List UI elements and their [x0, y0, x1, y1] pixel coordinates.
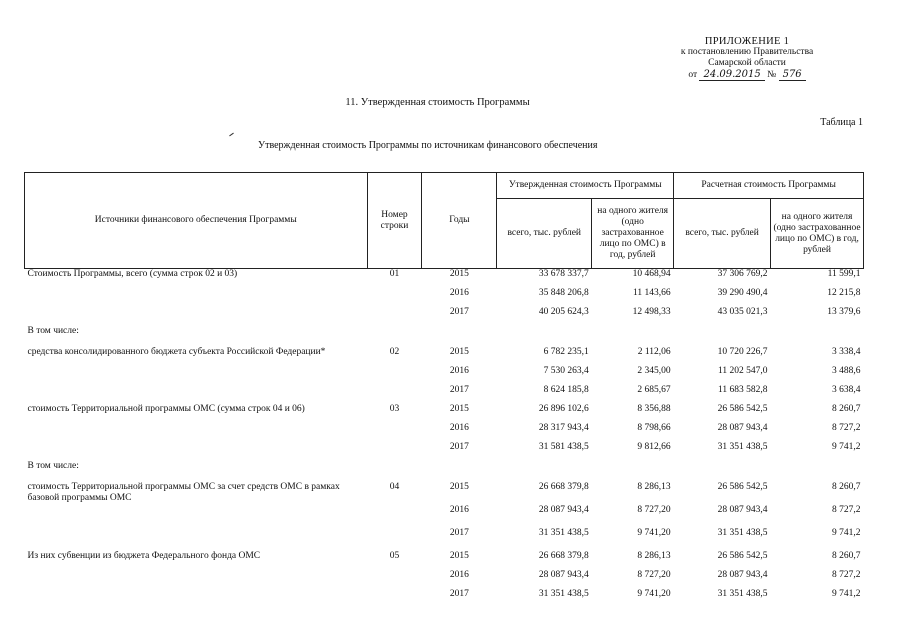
handwritten-date: 24.09.2015 — [699, 69, 764, 81]
row-calculated-total — [674, 461, 771, 482]
section-title — [0, 97, 905, 108]
number-prefix: № — [767, 70, 777, 80]
row-year — [422, 461, 497, 482]
row-approved-total: 26 896 102,6 — [538, 403, 589, 414]
header-calculated-per-capita: на одного жителя (одно застрахованное лицо по ОМС) в год, рублей — [771, 199, 864, 269]
row-label: Из них субвенции из бюджета Федерального фонда ОМС — [27, 550, 261, 561]
table-row — [25, 461, 864, 482]
row-calculated-per-capita: 8 727,2 — [832, 422, 861, 433]
row-label — [25, 528, 368, 551]
row-label — [25, 423, 368, 442]
row-calculated-per-capita: 8 260,7 — [832, 550, 861, 561]
row-label: В том числе: — [27, 460, 79, 471]
table-row — [25, 528, 864, 551]
row-year: 2016 — [449, 422, 469, 433]
row-approved-per-capita: 9 741,20 — [637, 527, 671, 538]
row-approved-per-capita: 9 741,20 — [637, 588, 671, 599]
row-year: 2016 — [449, 287, 469, 298]
row-line-number — [367, 385, 422, 404]
row-calculated-total: 31 351 438,5 — [717, 441, 768, 452]
row-line-number — [367, 366, 422, 385]
row-year: 2015 — [449, 346, 469, 357]
scan-speck — [229, 133, 234, 137]
row-label: средства консолидированного бюджета субъекта Российской Федерации* — [27, 346, 326, 357]
row-year: 2016 — [449, 365, 469, 376]
row-approved-per-capita: 2 685,67 — [637, 384, 671, 395]
row-label: стоимость Территориальной программы ОМС за счет средств ОМС в рамках базовой программы ОМС — [27, 481, 340, 503]
row-calculated-per-capita: 8 260,7 — [832, 481, 861, 492]
row-approved-total: 7 530 263,4 — [543, 365, 589, 376]
row-line-number: 04 — [389, 481, 400, 492]
row-approved-per-capita: 12 498,33 — [632, 306, 671, 317]
row-year — [422, 326, 497, 347]
row-approved-total: 28 087 943,4 — [538, 569, 589, 580]
row-label — [25, 570, 368, 589]
row-line-number: 02 — [389, 346, 400, 357]
table-title: Утвержденная стоимость Программы по источникам финансового обеспечения — [258, 140, 598, 151]
table-label: Таблица 1 — [820, 117, 863, 128]
row-line-number — [367, 326, 422, 347]
row-line-number — [367, 528, 422, 551]
row-approved-per-capita: 8 727,20 — [637, 504, 671, 515]
row-calculated-total: 10 720 226,7 — [717, 346, 768, 357]
table-row — [25, 366, 864, 385]
row-line-number — [367, 505, 422, 528]
handwritten-number: 576 — [779, 69, 806, 81]
header-sources: Источники финансового обеспечения Программы — [25, 173, 368, 269]
row-label: стоимость Территориальной программы ОМС (сумма строк 04 и 06) — [27, 403, 305, 414]
row-line-number: 05 — [389, 550, 400, 561]
row-label — [25, 385, 368, 404]
row-year: 2016 — [449, 569, 469, 580]
table-row — [25, 347, 864, 366]
row-approved-total: 6 782 235,1 — [543, 346, 589, 357]
row-label — [25, 288, 368, 307]
row-approved-total: 31 581 438,5 — [538, 441, 589, 452]
row-calculated-per-capita: 9 741,2 — [832, 441, 861, 452]
row-approved-per-capita: 2 345,00 — [637, 365, 671, 376]
table-row — [25, 326, 864, 347]
table-row — [25, 269, 864, 288]
table-row — [25, 589, 864, 608]
table-row — [25, 307, 864, 326]
row-line-number: 03 — [389, 403, 400, 414]
table-row — [25, 551, 864, 570]
row-approved-total: 26 668 379,8 — [538, 550, 589, 561]
table-row — [25, 505, 864, 528]
row-line-number: 01 — [389, 269, 400, 279]
row-calculated-total: 28 087 943,4 — [717, 569, 768, 580]
table-row — [25, 482, 864, 505]
row-calculated-per-capita: 3 638,4 — [832, 384, 861, 395]
row-approved-total: 26 668 379,8 — [538, 481, 589, 492]
table-body — [25, 269, 864, 608]
header-approved-cost: Утвержденная стоимость Программы — [497, 173, 674, 199]
row-calculated-total: 31 351 438,5 — [717, 588, 768, 599]
table-row — [25, 442, 864, 461]
row-approved-per-capita: 10 468,94 — [632, 269, 671, 279]
row-year: 2017 — [449, 588, 469, 599]
header-line-no: Номер строки — [367, 173, 422, 269]
row-label: Стоимость Программы, всего (сумма строк 02 и 03) — [27, 269, 238, 279]
row-calculated-total: 26 586 542,5 — [717, 550, 768, 561]
row-approved-per-capita: 8 286,13 — [637, 481, 671, 492]
row-calculated-total: 26 586 542,5 — [717, 403, 768, 414]
header-calculated-total: всего, тыс. рублей — [674, 199, 771, 269]
header-calculated-cost: Расчетная стоимость Программы — [674, 173, 864, 199]
row-year: 2017 — [449, 306, 469, 317]
row-calculated-per-capita: 8 727,2 — [832, 504, 861, 515]
row-calculated-per-capita: 12 215,8 — [827, 287, 861, 298]
row-year: 2017 — [449, 384, 469, 395]
row-calculated-total — [674, 326, 771, 347]
row-approved-per-capita: 8 356,88 — [637, 403, 671, 414]
row-approved-total: 28 317 943,4 — [538, 422, 589, 433]
row-calculated-total: 28 087 943,4 — [717, 504, 768, 515]
header-years: Годы — [422, 173, 497, 269]
row-calculated-total: 11 683 582,8 — [717, 384, 768, 395]
row-year: 2015 — [449, 403, 469, 414]
row-label — [25, 505, 368, 528]
appendix-line-1: к постановлению Правительства — [680, 47, 814, 57]
row-label — [25, 366, 368, 385]
row-calculated-total: 28 087 943,4 — [717, 422, 768, 433]
table-row — [25, 385, 864, 404]
header-approved-total: всего, тыс. рублей — [497, 199, 592, 269]
table-row — [25, 570, 864, 589]
row-calculated-total: 31 351 438,5 — [717, 527, 768, 538]
row-approved-total — [497, 461, 592, 482]
row-line-number — [367, 307, 422, 326]
row-calculated-per-capita: 3 488,6 — [832, 365, 861, 376]
section-title-text: 11. Утвержденная стоимость Программы — [345, 97, 530, 108]
row-year: 2015 — [449, 269, 469, 279]
row-label — [25, 442, 368, 461]
row-label — [25, 589, 368, 608]
row-line-number — [367, 288, 422, 307]
row-approved-total: 33 678 337,7 — [538, 269, 589, 279]
row-line-number — [367, 423, 422, 442]
appendix-line-2: Самарской области — [708, 58, 786, 68]
row-approved-total: 8 624 185,8 — [543, 384, 589, 395]
row-approved-per-capita: 8 727,20 — [637, 569, 671, 580]
row-year: 2015 — [449, 550, 469, 561]
row-approved-total: 40 205 624,3 — [538, 306, 589, 317]
row-calculated-per-capita — [771, 326, 864, 347]
row-approved-total: 28 087 943,4 — [538, 504, 589, 515]
row-calculated-total: 26 586 542,5 — [717, 481, 768, 492]
row-approved-total: 31 351 438,5 — [538, 588, 589, 599]
row-approved-per-capita: 2 112,06 — [637, 346, 671, 357]
financing-table — [24, 172, 864, 608]
appendix-title: ПРИЛОЖЕНИЕ 1 — [704, 36, 790, 47]
row-approved-per-capita: 9 812,66 — [637, 441, 671, 452]
row-calculated-per-capita: 9 741,2 — [832, 527, 861, 538]
row-approved-total — [497, 326, 592, 347]
row-year: 2017 — [449, 441, 469, 452]
header-approved-per-capita: на одного жителя (одно застрахованное лицо по ОМС) в год, рублей — [592, 199, 674, 269]
row-approved-per-capita: 8 798,66 — [637, 422, 671, 433]
row-calculated-per-capita: 8 260,7 — [832, 403, 861, 414]
row-calculated-total: 37 306 769,2 — [717, 269, 768, 279]
row-calculated-per-capita: 8 727,2 — [832, 569, 861, 580]
row-approved-total: 31 351 438,5 — [538, 527, 589, 538]
row-calculated-total: 43 035 021,3 — [717, 306, 768, 317]
row-calculated-per-capita: 11 599,1 — [827, 269, 861, 279]
row-label: В том числе: — [27, 325, 79, 336]
row-line-number — [367, 589, 422, 608]
row-approved-per-capita: 11 143,66 — [633, 287, 671, 298]
row-year: 2016 — [449, 504, 469, 515]
row-calculated-per-capita: 9 741,2 — [832, 588, 861, 599]
row-calculated-total: 11 202 547,0 — [717, 365, 768, 376]
row-approved-per-capita: 8 286,13 — [637, 550, 671, 561]
row-year: 2015 — [449, 481, 469, 492]
table-row — [25, 288, 864, 307]
row-calculated-total: 39 290 490,4 — [717, 287, 768, 298]
appendix-date-line — [632, 69, 862, 81]
appendix-block — [632, 36, 862, 81]
row-year: 2017 — [449, 527, 469, 538]
row-calculated-per-capita: 3 338,4 — [832, 346, 861, 357]
row-approved-per-capita — [592, 461, 674, 482]
row-calculated-per-capita — [771, 461, 864, 482]
row-approved-total: 35 848 206,8 — [538, 287, 589, 298]
row-line-number — [367, 570, 422, 589]
row-line-number — [367, 461, 422, 482]
table-row — [25, 404, 864, 423]
row-line-number — [367, 442, 422, 461]
row-calculated-per-capita: 13 379,6 — [827, 306, 861, 317]
date-prefix: от — [688, 70, 698, 80]
row-label — [25, 307, 368, 326]
table-row — [25, 423, 864, 442]
row-approved-per-capita — [592, 326, 674, 347]
